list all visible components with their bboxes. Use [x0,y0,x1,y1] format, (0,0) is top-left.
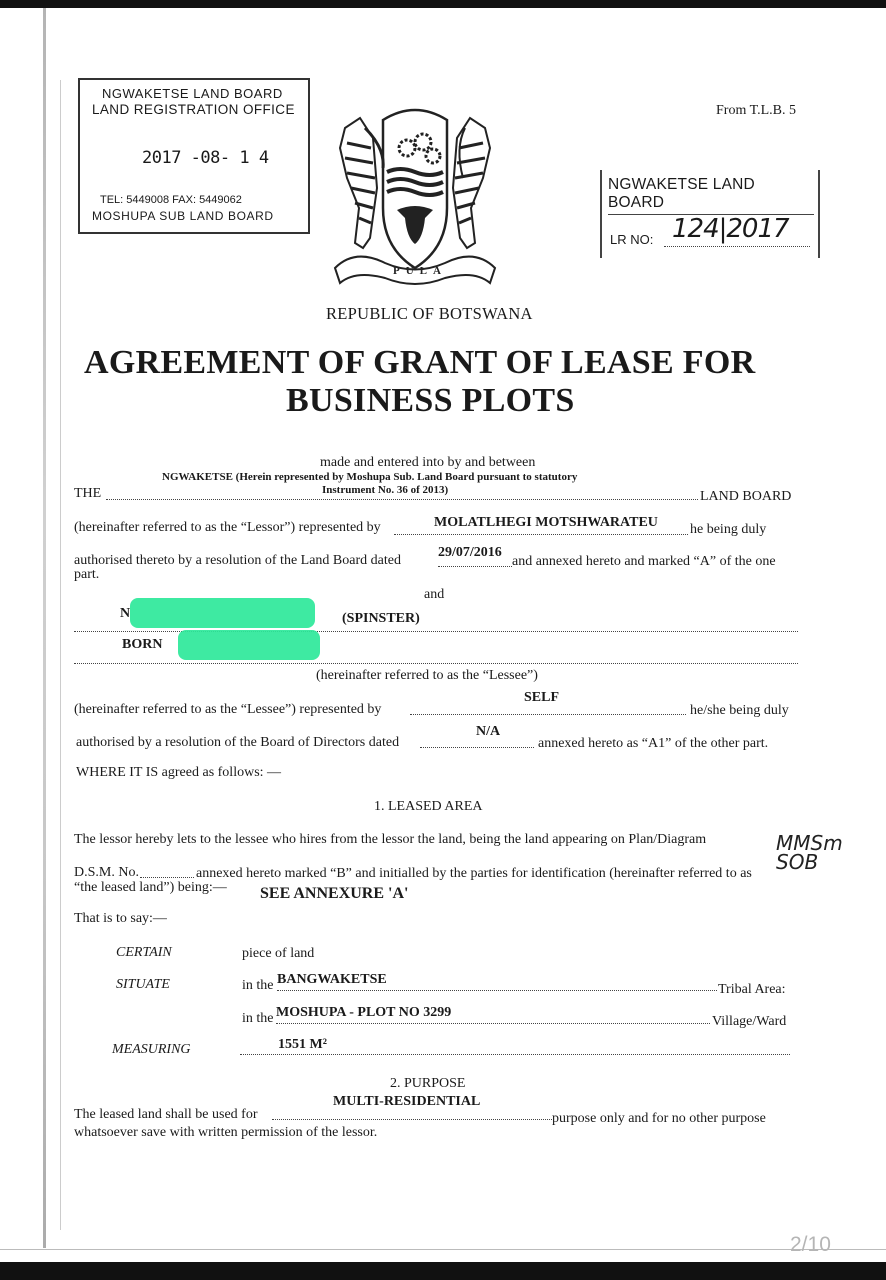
agreed-clause: WHERE IT IS agreed as follows: — [76,765,282,780]
page-indicator: 2/10 [790,1233,831,1256]
section1-heading: 1. LEASED AREA [374,799,483,814]
in-the-tribal: in the [242,978,274,993]
lessee-born-prefix: BORN [122,637,163,652]
purpose-dotline [272,1119,552,1120]
lessee-ref: (hereinafter referred to as the “Lessee”) [316,668,538,683]
registration-stamp [78,78,310,234]
that-is-to-say: That is to say:— [74,911,167,926]
lessor-dotline [394,534,688,535]
lessee-auth-clause: authorised by a resolution of the Board of Directors dated [76,735,400,750]
auth-date: 29/07/2016 [438,545,502,560]
lessee-status: (SPINSTER) [342,611,420,626]
section1-dsm: D.S.M. No. [74,865,139,880]
purpose-value: MULTI-RESIDENTIAL [333,1094,481,1109]
tribal-label: Tribal Area: [718,982,786,997]
section1-p2: annexed hereto marked “B” and initialled by the parties for identification (hereinafter referred to as [196,866,752,881]
lr-label: LR NO: [610,232,654,247]
stamp-line1: NGWAKETSE LAND BOARD [102,86,283,101]
village-value: MOSHUPA - PLOT NO 3299 [276,1005,452,1020]
lessee-auth-dotline [420,747,534,748]
auth-date-dotline [438,566,512,567]
lessor-authorised: authorised thereto by a resolution of the Land Board dated [74,553,401,568]
lessee-born-dotline [74,663,798,664]
see-annexure: SEE ANNEXURE 'A' [260,885,409,902]
board-representation-line1: NGWAKETSE (Herein represented by Moshupa Sub. Land Board pursuant to statutory [162,471,578,483]
intro-and: and [424,587,445,602]
section2-p2: whatsoever save with written permission of the lessor. [74,1125,378,1140]
board-representation-line2: Instrument No. 36 of 2013) [322,484,449,496]
lessee-name-prefix: N [120,606,131,621]
section1-p3: “the leased land”) being:— [74,880,227,895]
tribal-dotline [277,990,717,991]
document-title-line1: AGREEMENT OF GRANT OF LEASE FOR [84,344,756,381]
lessee-auth-post: annexed hereto as “A1” of the other part. [538,736,769,751]
certain-value: piece of land [242,946,315,961]
board-stamp [600,170,820,258]
stamp-tel: TEL: 5449008 FAX: 5449062 [100,194,242,206]
in-the-village: in the [242,1011,274,1026]
stamp-sub: MOSHUPA SUB LAND BOARD [92,209,274,223]
lessee-auth-value: N/A [476,724,501,739]
redaction-name [130,598,315,628]
section2-heading: 2. PURPOSE [390,1076,466,1091]
lr-number: 124|2017 [672,214,789,244]
lessee-rep-post: he/she being duly [690,703,789,718]
lessor-name: MOLATLHEGI MOTSHWARATEU [434,515,658,530]
document-title-line2: BUSINESS PLOTS [286,382,575,419]
scan-edge-line [60,80,61,1230]
lessor-clause: (hereinafter referred to as the “Lessor”) represented by [74,520,381,535]
stamp-line2: LAND REGISTRATION OFFICE [92,102,295,117]
measuring-dotline [240,1054,790,1055]
bottom-bar [0,1262,886,1280]
lessee-rep-clause: (hereinafter referred to as the “Lessee”) represented by [74,702,382,717]
page-divider [0,1249,886,1250]
measuring-label: MEASURING [112,1042,191,1057]
intro-land-board: LAND BOARD [700,489,792,504]
section2-p1-post: purpose only and for no other purpose [552,1111,766,1126]
top-bar [0,0,886,8]
lessor-post: he being duly [690,522,767,537]
dsm-dotline [140,877,194,878]
situate-label: SITUATE [116,977,170,992]
lessee-rep-dotline [410,714,686,715]
section2-p1: The leased land shall be used for [74,1107,258,1122]
lr-dotline [664,246,810,247]
republic-heading: REPUBLIC OF BOTSWANA [326,304,533,323]
lessee-rep-value: SELF [524,690,560,705]
intro-part: part. [74,567,100,582]
board-stamp-name: NGWAKETSE LAND BOARD [608,176,814,215]
measuring-value: 1551 M² [278,1037,327,1052]
form-reference: From T.L.B. 5 [716,103,796,118]
tribal-value: BANGWAKETSE [277,972,387,987]
section1-p1: The lessor hereby lets to the lessee who hires from the lessor the land, being the land appearing on Plan/Diagram [74,832,707,847]
handwritten-initials: MMSmSOB [776,831,843,874]
lessor-annexed: and annexed hereto and marked “A” of the one [512,554,776,569]
village-label: Village/Ward [712,1014,787,1029]
intro-the: THE [74,486,102,501]
coat-of-arms-icon [325,98,505,298]
certain-label: CERTAIN [116,945,172,960]
intro-made: made and entered into by and between [320,455,536,470]
scan-edge [43,8,46,1248]
board-dotline [106,499,698,500]
redaction-born [178,630,320,660]
coat-motto: PULA [393,265,447,277]
stamp-date: 2017 -08- 1 4 [142,148,269,168]
village-dotline [276,1023,710,1024]
